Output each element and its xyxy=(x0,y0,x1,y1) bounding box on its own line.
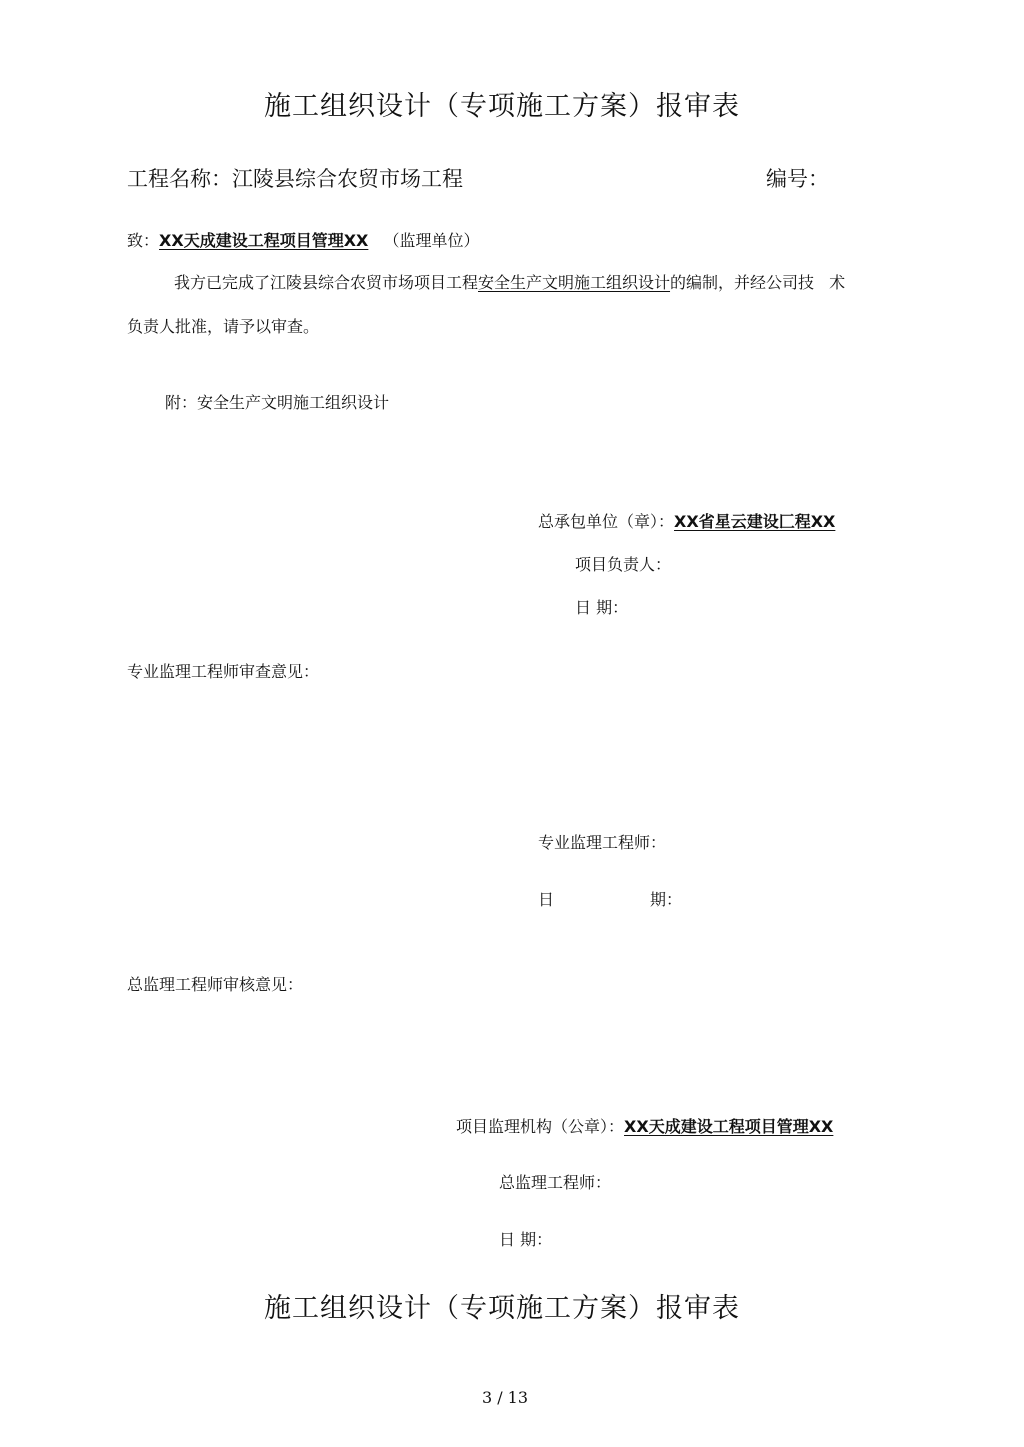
contractor-label: 总承包单位（章）： xyxy=(538,512,675,531)
project-name-value: 江陵县综合农贸市场工程 xyxy=(232,167,463,191)
body-text-part2: 的编制，并经公司技 xyxy=(670,273,815,292)
contractor-date-label: 日 期： xyxy=(575,598,629,617)
project-leader-label: 项目负责人： xyxy=(575,555,672,574)
chief-opinion-label: 总监理工程师审核意见： xyxy=(127,975,304,994)
addressee-label: 致： xyxy=(127,231,160,250)
chief-engineer-label: 总监理工程师： xyxy=(499,1173,612,1192)
body-line-2: 负责人批准，请予以审查。 xyxy=(127,317,320,336)
engineer-date-label-period: 期： xyxy=(650,890,683,909)
addressee-role: （监理单位） xyxy=(383,231,480,250)
document-title: 施工组织设计（专项施工方案）报审表 xyxy=(264,91,740,122)
chief-date-label: 日 期： xyxy=(499,1230,553,1249)
engineer-opinion-label: 专业监理工程师审查意见： xyxy=(127,662,320,681)
page-number: 3 / 13 xyxy=(481,1388,529,1407)
document-number-label: 编号： xyxy=(766,167,829,191)
supervision-org-label: 项目监理机构（公章）： xyxy=(456,1117,625,1136)
engineer-date-label-day: 日 xyxy=(538,890,555,909)
contractor-row xyxy=(538,509,835,532)
addressee-org: XX天成建设工程项目管理XX xyxy=(159,231,369,250)
body-text-part1: 我方已完成了江陵县综合农贸市场项目工程 xyxy=(174,273,479,292)
engineer-signature-label: 专业监理工程师： xyxy=(538,833,667,852)
body-line-1 xyxy=(174,270,845,293)
addressee-row xyxy=(127,228,479,251)
document-title-repeat: 施工组织设计（专项施工方案）报审表 xyxy=(264,1293,740,1324)
body-text-part3: 术 xyxy=(829,273,846,292)
supervision-org-name: XX天成建设工程项目管理XX xyxy=(624,1117,834,1136)
supervision-org-row xyxy=(456,1114,833,1137)
contractor-name: XX省星云建设匚程XX xyxy=(674,512,836,531)
project-name-label: 工程名称： xyxy=(127,167,232,191)
body-document-title: 安全生产文明施工组织设计 xyxy=(478,273,671,292)
attachment-line: 附：安全生产文明施工组织设计 xyxy=(165,393,390,412)
project-name-row xyxy=(127,163,463,193)
